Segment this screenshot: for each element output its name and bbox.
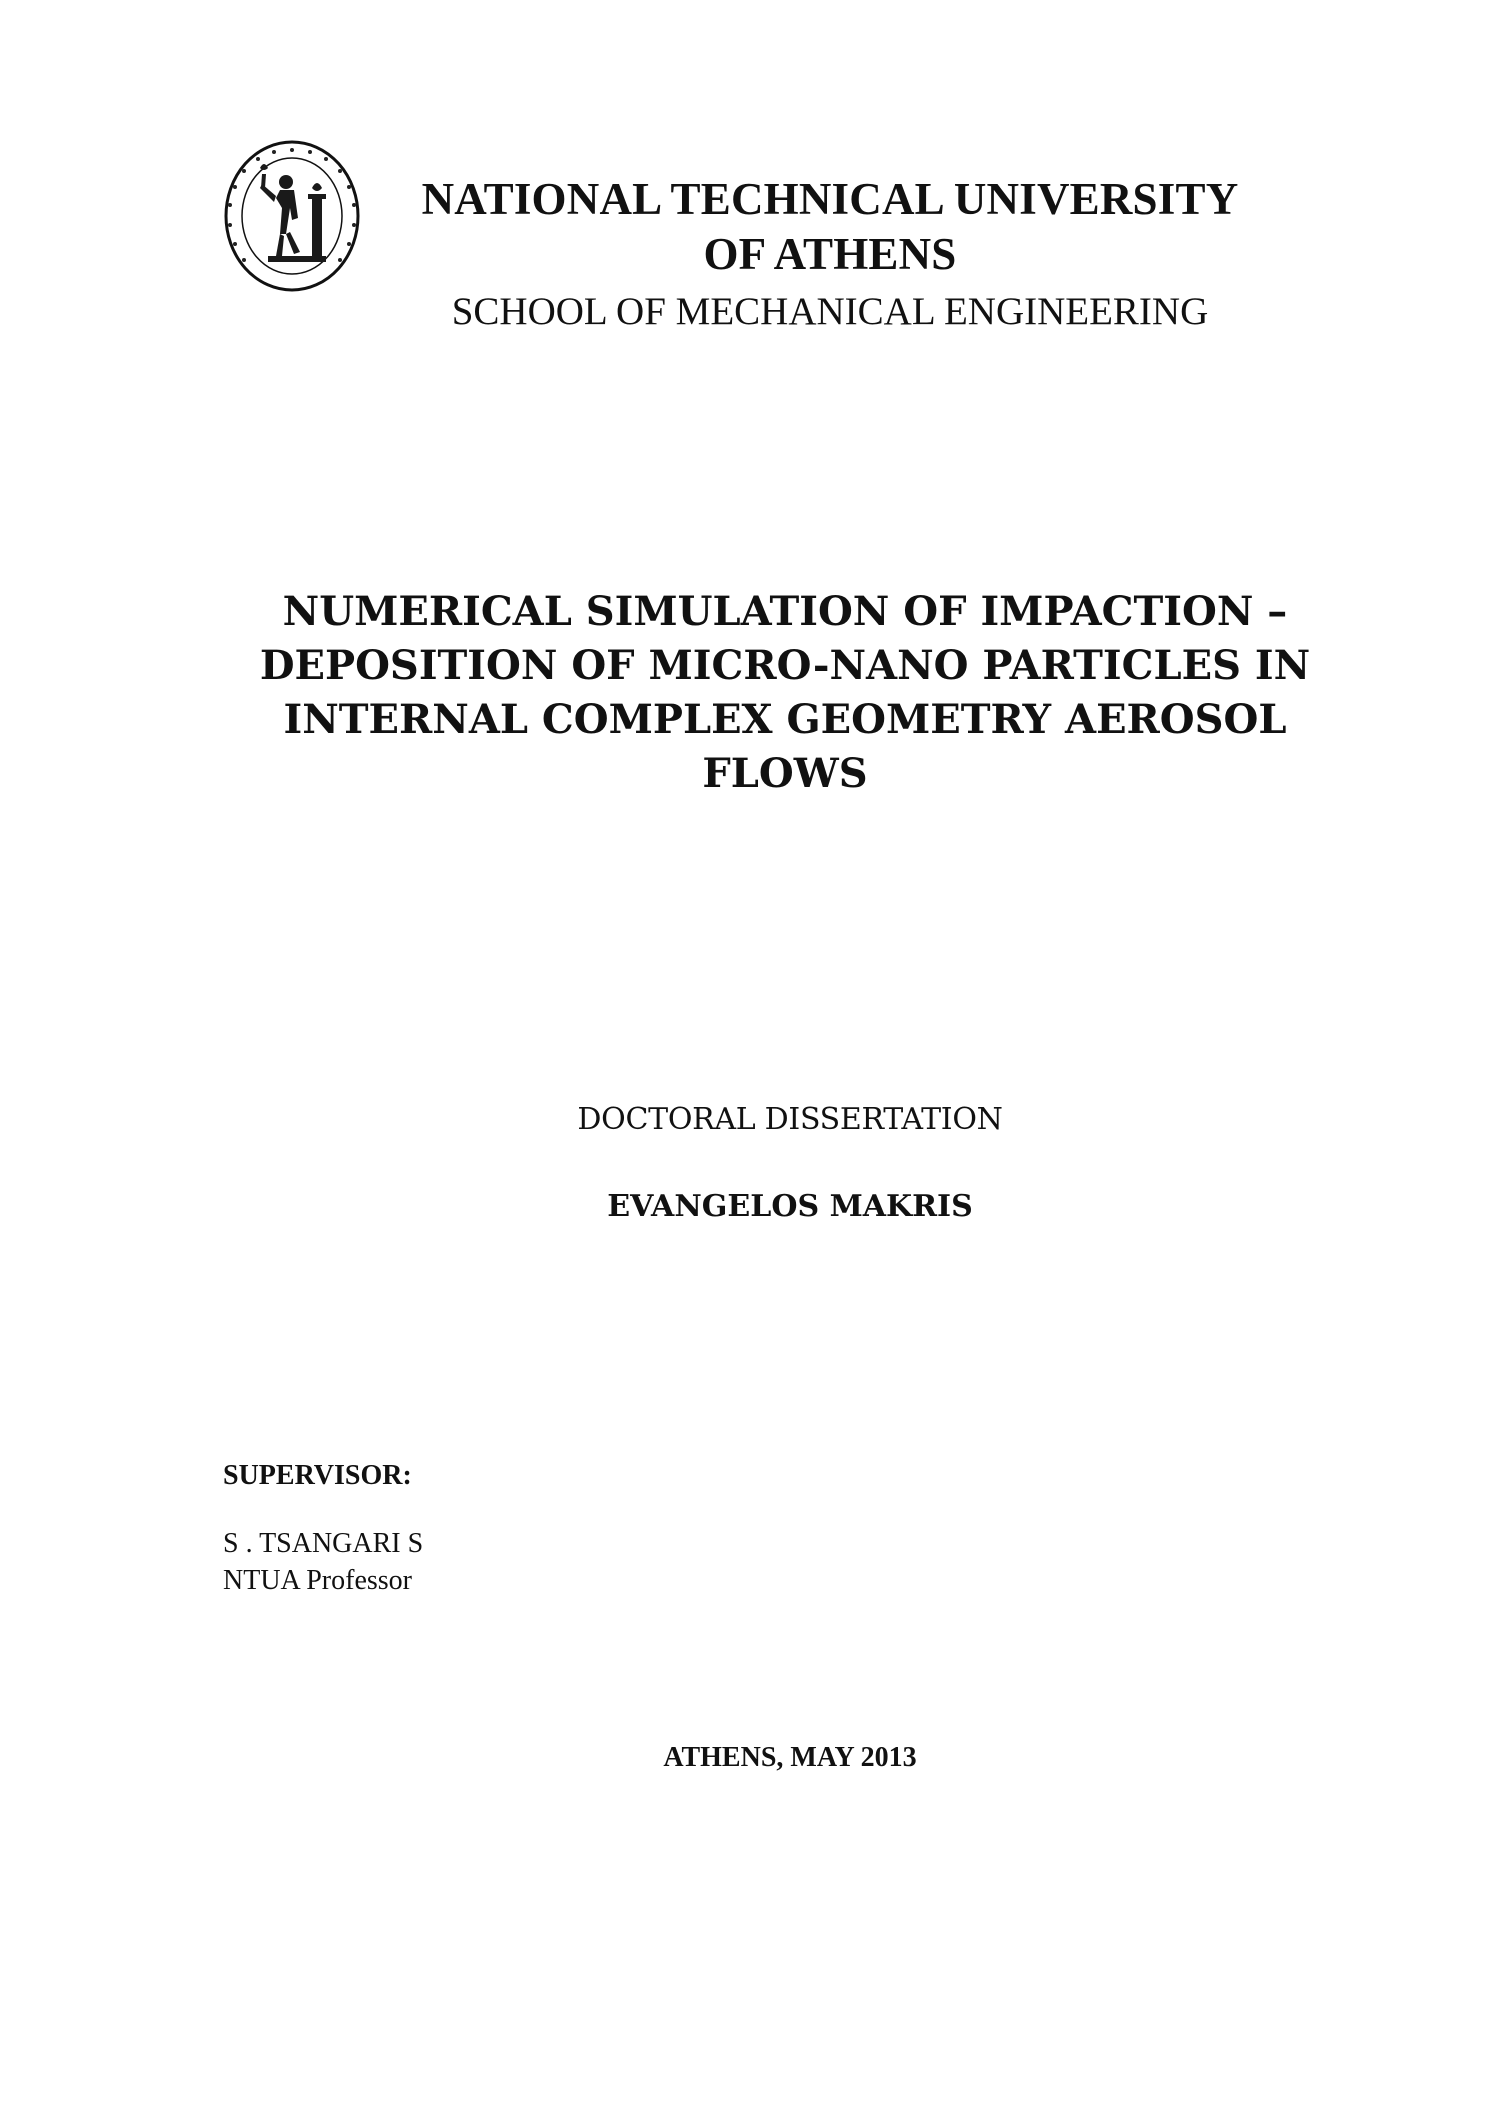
title-line: DEPOSITION OF MICRO-NANO PARTICLES IN (259, 642, 1311, 689)
document-type: DOCTORAL DISSERTATION (577, 1102, 1003, 1137)
title-line: FLOWS (702, 750, 868, 797)
university-seal-icon (222, 138, 362, 294)
place-and-date: ATHENS, MAY 2013 (663, 1742, 917, 1773)
title-line: NUMERICAL SIMULATION OF IMPACTION – (282, 588, 1288, 635)
title-line: INTERNAL COMPLEX GEOMETRY AEROSOL (283, 696, 1287, 743)
dissertation-title (240, 585, 1330, 801)
author-name: EVANGELOS MAKRIS (607, 1189, 973, 1224)
university-name-line1: NATIONAL TECHNICAL UNIVERSITY (421, 174, 1239, 224)
university-name-line2: OF ATHENS (703, 229, 957, 279)
school-name: SCHOOL OF MECHANICAL ENGINEERING (451, 290, 1209, 333)
supervisor-name: S . TSANGARI S (223, 1528, 424, 1559)
institution-header (380, 172, 1280, 338)
supervisor-label: SUPERVISOR: (223, 1460, 412, 1491)
supervisor-title: NTUA Professor (223, 1565, 412, 1596)
